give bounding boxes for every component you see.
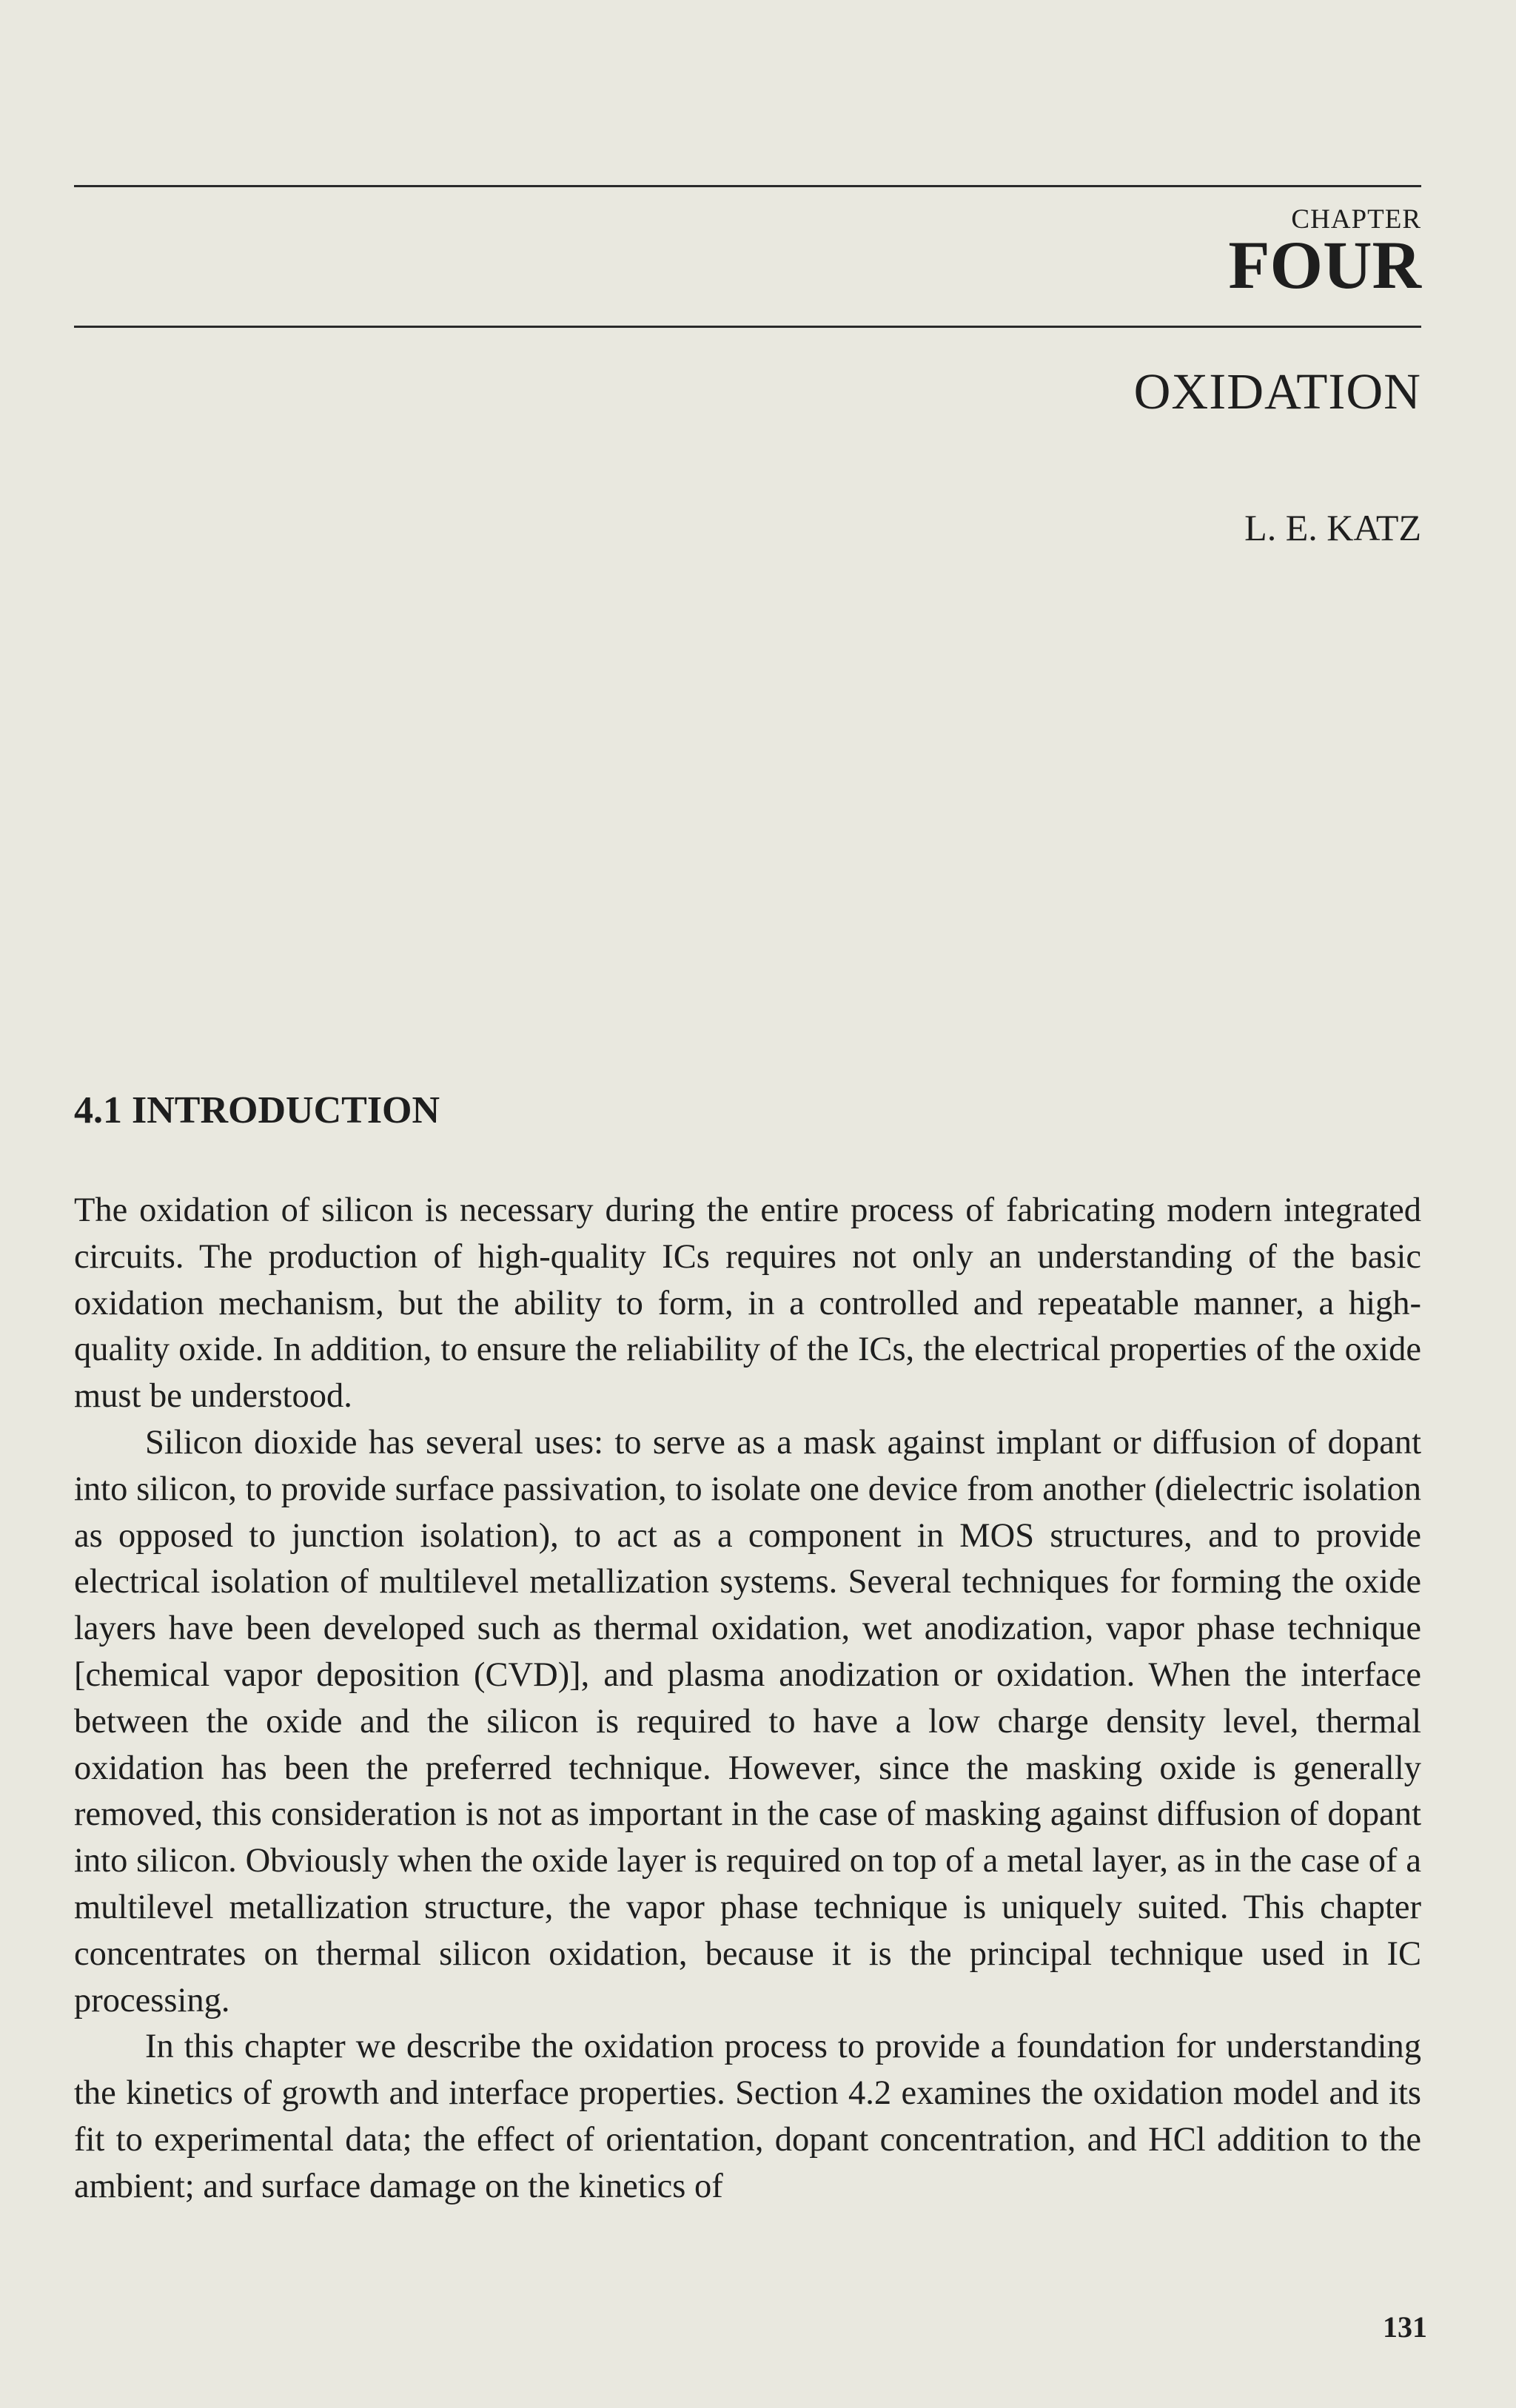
top-rule: [74, 185, 1421, 187]
paragraph: The oxidation of silicon is necessary during the entire process of fabricating modern integrated circuits. The production of high-quality ICs requires not only an understanding of the basic oxidation mechanism, but the ability to form, in a controlled and repeatable manner, a high-quality oxide. In addition, to ensure the reliability of the ICs, the electrical properties of the oxide must be understood.: [74, 1191, 1421, 1416]
section-heading: 4.1 INTRODUCTION: [74, 1089, 440, 1131]
body-text: [74, 1188, 1421, 2210]
paragraph: In this chapter we describe the oxidation process to provide a foundation for understanding the kinetics of growth and interface properties. Section 4.2 examines the oxidation model and its fit to experimental data; the effect of orientation, dopant concentration, and HCl addition to the ambient; and surface damage on the kinetics of: [74, 2028, 1421, 2205]
chapter-number: FOUR: [1228, 227, 1421, 303]
author-name: L. E. KATZ: [1244, 507, 1421, 548]
chapter-label: CHAPTER: [1291, 204, 1421, 235]
paragraph: Silicon dioxide has several uses: to serve as a mask against implant or diffusion of dopant into silicon, to provide surface passivation, to isolate one device from another (dielectric isolation as opposed to junction isolation), to act as a component in MOS structures, and to provide electrical isolation of multilevel metallization systems. Several techniques for forming the oxide layers have been developed such as thermal oxidation, wet anodization, vapor phase technique [chemical vapor deposition (CVD)], and plasma anodization or oxidation. When the interface between the oxide and the silicon is required to have a low charge density level, thermal oxidation has been the preferred technique. However, since the masking oxide is generally removed, this consideration is not as important in the case of masking against diffusion of dopant into silicon. Obviously when the oxide layer is required on top of a metal layer, as in the case of a multilevel metallization structure, the vapor phase technique is uniquely suited. This chapter concentrates on thermal silicon oxidation, because it is the principal technique used in IC processing.: [74, 1423, 1421, 2019]
page-number: 131: [1383, 2310, 1427, 2344]
chapter-title: OXIDATION: [1133, 363, 1421, 420]
bottom-rule: [74, 326, 1421, 328]
